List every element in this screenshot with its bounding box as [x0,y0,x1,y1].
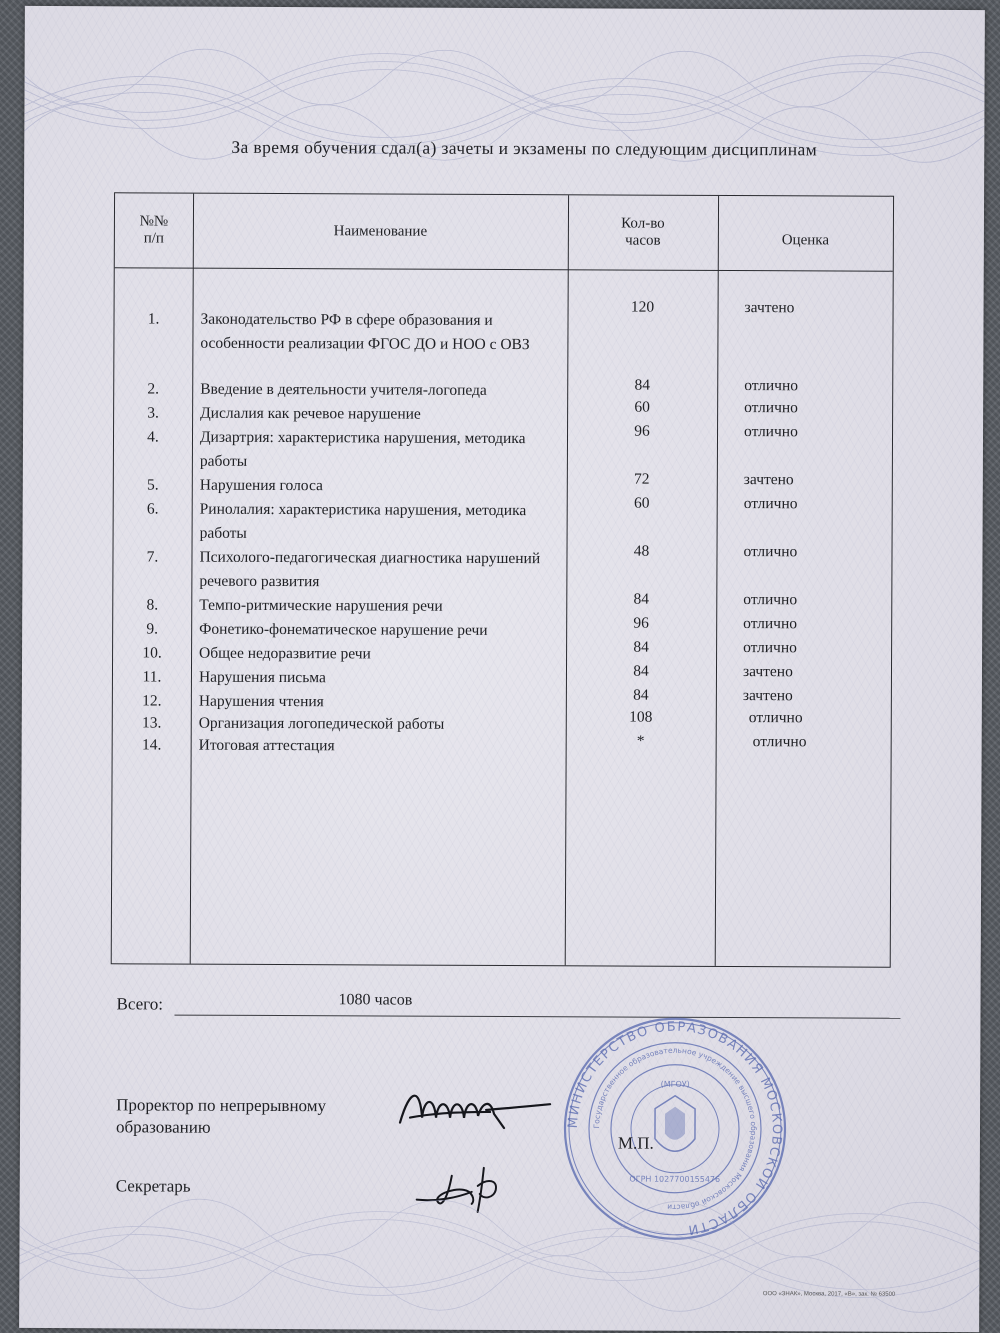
prorector-signature [390,1078,560,1149]
row-discipline: Психолого-педагогическая диагностика нарушений речевого развития [199,548,541,591]
row-discipline: Организация логопедической работы [198,714,445,733]
guilloche-pattern-bottom [19,1186,980,1330]
header-grade: Оценка [781,232,830,249]
stamp-outer-text: МИНИСТЕРСТВО ОБРАЗОВАНИЯ МОСКОВСКОЙ ОБЛАСТИ [565,1019,785,1238]
stamp-ogrn: ОГРН 1027700155476 [629,1174,721,1184]
row-number: 10. [142,644,162,662]
row-hours: 72 [634,470,650,488]
row-discipline: Введение в деятельности учителя-логопеда [200,380,487,399]
row-hours: 84 [633,662,649,680]
prorector-title-line1: Проректор по непрерывному [116,1095,327,1116]
row-grade: зачтено [743,471,794,489]
row-discipline: Нарушения чтения [198,692,324,711]
table-row [114,376,892,399]
row-discipline: Нарушения голоса [199,476,323,495]
row-grade: отлично [743,591,798,609]
row-number: 8. [146,596,159,614]
row-grade: отлично [752,733,807,751]
row-grade: отлично [744,423,798,441]
total-hours-value: 1080 часов [338,991,413,1009]
row-grade: отлично [743,615,798,633]
row-hours: 60 [634,398,650,416]
row-number: 12. [142,692,162,710]
row-number: 6. [146,500,159,518]
row-discipline: Ринолалия: характеристика нарушения, методика работы [199,500,527,542]
total-label: Всего: [116,994,163,1014]
row-discipline: Фонетико-фонематическое нарушение речи [199,620,488,639]
row-hours: 84 [634,376,651,394]
header-name: Наименование [333,222,428,240]
document-title: За время обучения сдал(а) зачеты и экзамены по следующим дисциплинам [231,136,818,160]
certificate-sheet [19,6,985,1332]
row-hours: * [636,732,645,750]
total-underline [174,1015,900,1019]
row-hours: 84 [633,686,649,704]
row-hours: 84 [633,638,649,656]
row-number: 2. [147,380,160,398]
row-hours: 60 [633,494,650,512]
row-discipline: Темпо-ритмические нарушения речи [199,596,443,615]
row-number: 5. [146,476,159,494]
stamp-inner-text: Государственное образовательное учреждение высшего образования Московской области [591,1045,759,1212]
row-grade: зачтено [744,299,795,317]
row-number: 14. [141,736,162,754]
row-grade: отлично [743,543,798,561]
secretary-title: Секретарь [115,1176,191,1196]
row-hours: 84 [633,590,650,608]
prorector-title-line2: образованию [115,1117,211,1137]
row-number: 9. [146,620,159,638]
row-discipline: Дислалия как речевое нарушение [200,404,421,423]
row-grade: зачтено [742,663,793,681]
row-number: 11. [142,668,162,686]
row-hours: 120 [630,298,655,316]
row-discipline: Общее недоразвитие речи [199,644,371,663]
row-number: 7. [146,548,159,566]
row-hours: 48 [633,542,650,560]
row-number: 13. [142,714,162,732]
row-discipline: Дизартрия: характеристика нарушения, методика работы [199,428,526,470]
row-number: 1. [147,310,160,328]
row-hours: 108 [629,708,653,726]
row-discipline: Итоговая аттестация [198,736,335,755]
row-grade: отлично [748,709,803,727]
prorector-title [116,1094,326,1139]
header-num: №№ п/п [139,213,169,247]
disciplines-table [111,192,894,967]
row-grade: отлично [744,377,799,395]
row-grade: отлично [743,495,798,513]
row-hours: 96 [633,614,649,632]
row-grade: отлично [743,639,797,657]
table-row [115,293,893,354]
printer-imprint: ООО «ЗНАК», Москва, 2017, «В», зак. № 63500 [762,1291,896,1298]
row-number: 4. [147,428,159,446]
stamp-abbrev: (МГОУ) [660,1079,690,1089]
row-discipline: Законодательство РФ в сфере образования и особенности реализации ФГОС ДО и НОО с ОВЗ [200,310,530,354]
row-hours: 96 [634,422,650,440]
row-grade: отлично [744,399,798,417]
seal-place-mark: М.П. [617,1133,654,1153]
header-hours: Кол-во часов [621,215,665,249]
row-discipline: Нарушения письма [198,668,326,687]
row-grade: зачтено [742,687,793,705]
row-number: 3. [147,404,159,422]
